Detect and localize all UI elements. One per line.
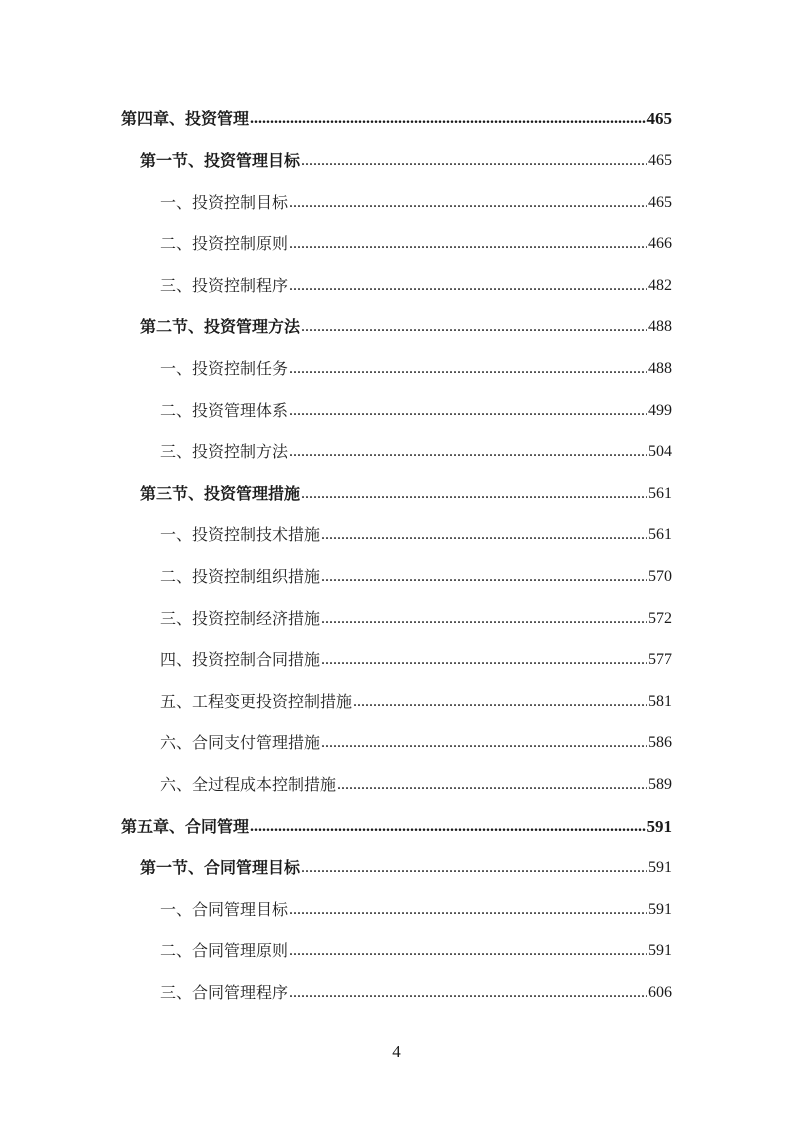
toc-entry[interactable] <box>160 436 672 462</box>
toc-dot-leader <box>301 317 647 337</box>
toc-entry-title: 二、合同管理原则 <box>160 941 289 960</box>
toc-entry[interactable] <box>160 769 672 795</box>
toc-dot-leader <box>301 151 647 171</box>
toc-entry[interactable] <box>160 894 672 920</box>
toc-entry-title: 四、投资控制合同措施 <box>160 650 321 669</box>
toc-entry-title: 五、工程变更投资控制措施 <box>160 692 353 711</box>
toc-entry-page: 465 <box>646 109 672 128</box>
toc-entry-page: 570 <box>648 568 672 585</box>
toc-entry-page: 572 <box>648 610 672 627</box>
toc-entry-title: 第二节、投资管理方法 <box>140 317 301 336</box>
toc-entry-title: 第五章、合同管理 <box>121 817 250 836</box>
toc-entry[interactable] <box>160 395 672 421</box>
toc-dot-leader <box>289 401 647 421</box>
toc-entry-title: 一、投资控制目标 <box>160 193 289 212</box>
toc-entry[interactable] <box>160 686 672 712</box>
toc-dot-leader <box>321 567 647 587</box>
toc-entry-title: 二、投资控制原则 <box>160 234 289 253</box>
toc-entry[interactable] <box>140 145 672 171</box>
toc-dot-leader <box>301 484 647 504</box>
toc-dot-leader <box>321 733 647 753</box>
toc-entry[interactable] <box>160 727 672 753</box>
toc-dot-leader <box>250 817 645 837</box>
toc-entry[interactable] <box>160 353 672 379</box>
toc-entry[interactable] <box>160 187 672 213</box>
toc-entry-title: 六、全过程成本控制措施 <box>160 775 337 794</box>
toc-entry-title: 六、合同支付管理措施 <box>160 733 321 752</box>
toc-dot-leader <box>321 609 647 629</box>
toc-entry[interactable] <box>160 270 672 296</box>
toc-entry[interactable] <box>140 311 672 337</box>
toc-entry-title: 第三节、投资管理措施 <box>140 484 301 503</box>
toc-entry-title: 二、投资控制组织措施 <box>160 567 321 586</box>
toc-entry[interactable] <box>140 478 672 504</box>
toc-entry-page: 591 <box>646 817 672 836</box>
toc-dot-leader <box>289 234 647 254</box>
toc-entry-page: 589 <box>648 776 672 793</box>
toc-entry-title: 三、投资控制方法 <box>160 442 289 461</box>
toc-entry-title: 二、投资管理体系 <box>160 401 289 420</box>
page-number: 4 <box>392 1042 401 1061</box>
toc-entry-title: 第四章、投资管理 <box>121 109 250 128</box>
toc-entry-page: 482 <box>648 277 672 294</box>
toc-entry-title: 三、投资控制经济措施 <box>160 609 321 628</box>
toc-entry[interactable] <box>160 228 672 254</box>
toc-dot-leader <box>289 442 647 462</box>
toc-entry-page: 488 <box>648 360 672 377</box>
toc-dot-leader <box>321 650 647 670</box>
toc-entry-title: 三、合同管理程序 <box>160 983 289 1002</box>
toc-dot-leader <box>301 858 647 878</box>
toc-entry-page: 591 <box>648 859 672 876</box>
toc-entry-page: 561 <box>648 485 672 502</box>
toc-entry-title: 三、投资控制程序 <box>160 276 289 295</box>
toc-entry-page: 586 <box>648 734 672 751</box>
toc-entry-page: 499 <box>648 402 672 419</box>
toc-entry-title: 第一节、合同管理目标 <box>140 858 301 877</box>
toc-entry[interactable] <box>160 935 672 961</box>
toc-entry-page: 488 <box>648 318 672 335</box>
toc-dot-leader <box>250 109 645 129</box>
toc-entry[interactable] <box>140 852 672 878</box>
toc-dot-leader <box>289 193 647 213</box>
toc-entry[interactable] <box>160 561 672 587</box>
toc-entry-page: 504 <box>648 443 672 460</box>
toc-entry-page: 591 <box>648 901 672 918</box>
toc-dot-leader <box>289 900 647 920</box>
toc-entry-page: 465 <box>648 194 672 211</box>
toc-entry[interactable] <box>160 644 672 670</box>
toc-entry[interactable] <box>160 603 672 629</box>
toc-dot-leader <box>353 692 647 712</box>
toc-entry-page: 466 <box>648 235 672 252</box>
toc-entry-page: 465 <box>648 152 672 169</box>
toc-entry[interactable] <box>121 811 672 837</box>
toc-entry-title: 一、投资控制任务 <box>160 359 289 378</box>
toc-entry[interactable] <box>121 103 672 129</box>
toc-entry-title: 第一节、投资管理目标 <box>140 151 301 170</box>
toc-entry-page: 581 <box>648 693 672 710</box>
toc-entry[interactable] <box>160 977 672 1003</box>
toc-dot-leader <box>289 941 647 961</box>
toc-entry-page: 561 <box>648 526 672 543</box>
toc-dot-leader <box>289 983 647 1003</box>
toc-dot-leader <box>337 775 647 795</box>
toc-entry-title: 一、合同管理目标 <box>160 900 289 919</box>
toc-entry-page: 606 <box>648 984 672 1001</box>
toc-dot-leader <box>289 359 647 379</box>
toc-entry-title: 一、投资控制技术措施 <box>160 525 321 544</box>
toc-entry[interactable] <box>160 519 672 545</box>
toc-dot-leader <box>321 525 647 545</box>
toc-entry-page: 591 <box>648 942 672 959</box>
toc-dot-leader <box>289 276 647 296</box>
toc-entry-page: 577 <box>648 651 672 668</box>
